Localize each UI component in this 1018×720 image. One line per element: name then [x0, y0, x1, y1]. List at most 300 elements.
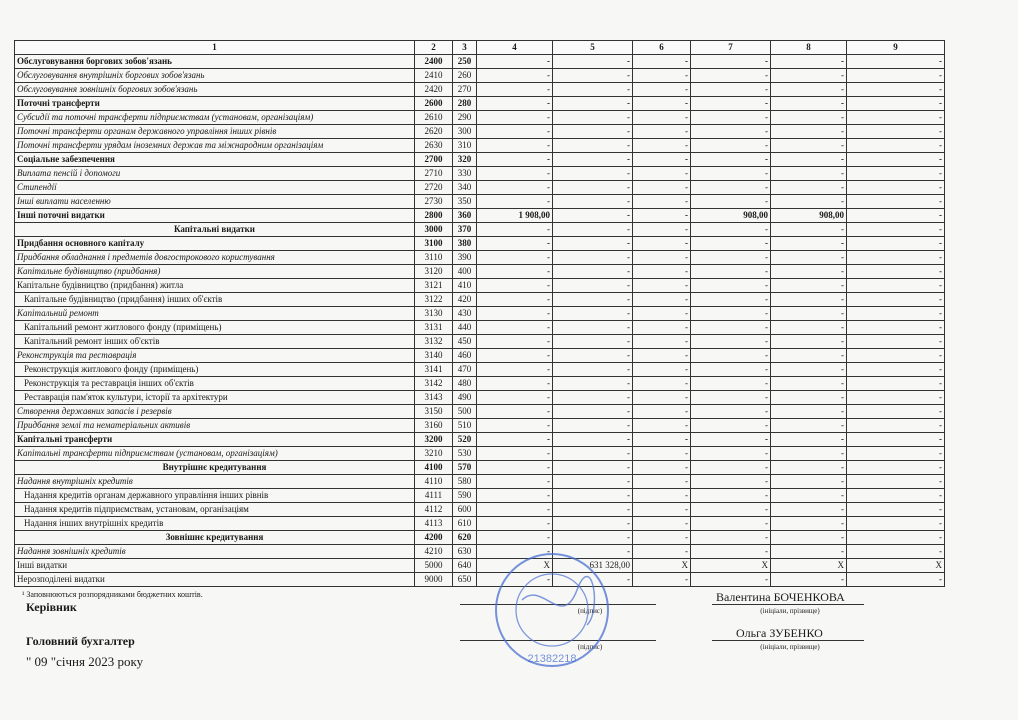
table-body	[15, 55, 945, 587]
cell-col-5: -	[553, 419, 633, 433]
cell-col-7: 908,00	[691, 209, 771, 223]
cell-col-7: -	[691, 97, 771, 111]
report-sheet	[14, 40, 944, 587]
cell-col-6: X	[633, 559, 691, 573]
table-row	[15, 321, 945, 335]
accountant-name: Ольга ЗУБЕНКО	[736, 626, 823, 640]
cell-col-7: -	[691, 489, 771, 503]
cell-col-6: -	[633, 195, 691, 209]
row-code: 650	[453, 573, 477, 587]
table-row	[15, 335, 945, 349]
cell-col-8: -	[771, 503, 847, 517]
cell-col-7: -	[691, 545, 771, 559]
cell-col-7: -	[691, 475, 771, 489]
row-code: 390	[453, 251, 477, 265]
cell-col-5: -	[553, 363, 633, 377]
accountant-name-caption: (ініціали, прізвище)	[760, 643, 820, 651]
cell-col-5: -	[553, 55, 633, 69]
cell-col-6: -	[633, 349, 691, 363]
cell-col-6: -	[633, 391, 691, 405]
table-row	[15, 279, 945, 293]
cell-col-4: -	[477, 153, 553, 167]
cell-col-9: -	[847, 391, 945, 405]
kekv-code: 3160	[415, 419, 453, 433]
cell-col-6: -	[633, 447, 691, 461]
cell-col-8: -	[771, 545, 847, 559]
column-header-5: 5	[553, 41, 633, 55]
cell-col-8: -	[771, 391, 847, 405]
cell-col-5: -	[553, 293, 633, 307]
cell-col-5: -	[553, 377, 633, 391]
row-name: Капітальні трансферти підприємствам (установам, організаціям)	[15, 447, 415, 461]
row-code: 360	[453, 209, 477, 223]
row-code: 610	[453, 517, 477, 531]
kekv-code: 3210	[415, 447, 453, 461]
kekv-code: 3200	[415, 433, 453, 447]
cell-col-5: -	[553, 489, 633, 503]
cell-col-8: -	[771, 265, 847, 279]
cell-col-6: -	[633, 419, 691, 433]
cell-col-6: -	[633, 97, 691, 111]
row-code: 280	[453, 97, 477, 111]
cell-col-9: -	[847, 335, 945, 349]
row-name: Реконструкція та реставрація	[15, 349, 415, 363]
cell-col-4: -	[477, 181, 553, 195]
kekv-code: 3122	[415, 293, 453, 307]
kekv-code: 3143	[415, 391, 453, 405]
cell-col-6: -	[633, 265, 691, 279]
cell-col-8: -	[771, 475, 847, 489]
table-row	[15, 251, 945, 265]
kekv-code: 2720	[415, 181, 453, 195]
row-name: Стипендії	[15, 181, 415, 195]
cell-col-5: -	[553, 167, 633, 181]
row-code: 620	[453, 531, 477, 545]
row-code: 570	[453, 461, 477, 475]
cell-col-4: -	[477, 125, 553, 139]
cell-col-5: -	[553, 97, 633, 111]
cell-col-9: -	[847, 293, 945, 307]
cell-col-8: -	[771, 237, 847, 251]
cell-col-8: -	[771, 97, 847, 111]
cell-col-9: -	[847, 265, 945, 279]
cell-col-9: -	[847, 349, 945, 363]
row-name: Капітальні трансферти	[15, 433, 415, 447]
cell-col-4: -	[477, 139, 553, 153]
cell-col-6: -	[633, 153, 691, 167]
row-name: Капітальний ремонт інших об'єктів	[15, 335, 415, 349]
row-code: 430	[453, 307, 477, 321]
cell-col-4: -	[477, 111, 553, 125]
row-name: Поточні трансферти урядам іноземних держав та міжнародним організаціям	[15, 139, 415, 153]
cell-col-4: -	[477, 223, 553, 237]
kekv-code: 2630	[415, 139, 453, 153]
cell-col-8: -	[771, 573, 847, 587]
kekv-code: 4200	[415, 531, 453, 545]
kekv-code: 3000	[415, 223, 453, 237]
svg-text:21382218: 21382218	[527, 653, 577, 665]
row-code: 520	[453, 433, 477, 447]
row-code: 640	[453, 559, 477, 573]
cell-col-4: 1 908,00	[477, 209, 553, 223]
cell-col-8: -	[771, 125, 847, 139]
head-label: Керівник	[26, 600, 77, 614]
row-name: Обслуговування внутрішніх боргових зобов'язань	[15, 69, 415, 83]
cell-col-9: -	[847, 195, 945, 209]
kekv-code: 3120	[415, 265, 453, 279]
cell-col-8: -	[771, 447, 847, 461]
kekv-code: 4113	[415, 517, 453, 531]
cell-col-4: -	[477, 377, 553, 391]
cell-col-8: -	[771, 83, 847, 97]
row-code: 510	[453, 419, 477, 433]
cell-col-4: -	[477, 461, 553, 475]
column-header-8: 8	[771, 41, 847, 55]
cell-col-7: -	[691, 139, 771, 153]
cell-col-8: -	[771, 167, 847, 181]
cell-col-5: -	[553, 139, 633, 153]
cell-col-4: -	[477, 531, 553, 545]
row-name: Інші видатки	[15, 559, 415, 573]
cell-col-7: -	[691, 349, 771, 363]
row-name: Капітальні видатки	[15, 223, 415, 237]
row-code: 420	[453, 293, 477, 307]
kekv-code: 4112	[415, 503, 453, 517]
cell-col-6: -	[633, 209, 691, 223]
cell-col-5: -	[553, 531, 633, 545]
cell-col-4: -	[477, 167, 553, 181]
cell-col-9: X	[847, 559, 945, 573]
row-name: Внутрішнє кредитування	[15, 461, 415, 475]
cell-col-9: -	[847, 139, 945, 153]
table-row	[15, 447, 945, 461]
table-row	[15, 293, 945, 307]
row-code: 590	[453, 489, 477, 503]
cell-col-9: -	[847, 223, 945, 237]
column-header-4: 4	[477, 41, 553, 55]
cell-col-4: -	[477, 251, 553, 265]
cell-col-9: -	[847, 251, 945, 265]
cell-col-7: -	[691, 83, 771, 97]
row-name: Надання внутрішніх кредитів	[15, 475, 415, 489]
cell-col-7: -	[691, 195, 771, 209]
cell-col-5: -	[553, 335, 633, 349]
row-name: Реставрація пам'яток культури, історії та архітектури	[15, 391, 415, 405]
column-header-7: 7	[691, 41, 771, 55]
table-row	[15, 125, 945, 139]
cell-col-6: -	[633, 279, 691, 293]
cell-col-9: -	[847, 461, 945, 475]
cell-col-4: -	[477, 517, 553, 531]
kekv-code: 3121	[415, 279, 453, 293]
cell-col-4: -	[477, 363, 553, 377]
cell-col-7: -	[691, 153, 771, 167]
column-header-2: 2	[415, 41, 453, 55]
cell-col-6: -	[633, 461, 691, 475]
cell-col-9: -	[847, 377, 945, 391]
row-name: Поточні трансферти органам державного управління інших рівнів	[15, 125, 415, 139]
column-header-6: 6	[633, 41, 691, 55]
cell-col-8: -	[771, 377, 847, 391]
cell-col-8: -	[771, 321, 847, 335]
cell-col-9: -	[847, 307, 945, 321]
cell-col-8: -	[771, 517, 847, 531]
cell-col-7: -	[691, 293, 771, 307]
cell-col-4: -	[477, 321, 553, 335]
cell-col-6: -	[633, 181, 691, 195]
row-code: 530	[453, 447, 477, 461]
table-row	[15, 503, 945, 517]
table-row	[15, 139, 945, 153]
table-row	[15, 545, 945, 559]
cell-col-6: -	[633, 69, 691, 83]
kekv-code: 3150	[415, 405, 453, 419]
cell-col-8: -	[771, 363, 847, 377]
cell-col-4: -	[477, 307, 553, 321]
row-code: 600	[453, 503, 477, 517]
kekv-code: 3132	[415, 335, 453, 349]
row-name: Придбання основного капіталу	[15, 237, 415, 251]
row-name: Інші поточні видатки	[15, 209, 415, 223]
cell-col-6: -	[633, 433, 691, 447]
table-row	[15, 461, 945, 475]
row-code: 320	[453, 153, 477, 167]
row-name: Створення державних запасів і резервів	[15, 405, 415, 419]
cell-col-9: -	[847, 573, 945, 587]
row-code: 290	[453, 111, 477, 125]
cell-col-7: -	[691, 321, 771, 335]
kekv-code: 2710	[415, 167, 453, 181]
cell-col-7: -	[691, 573, 771, 587]
cell-col-7: -	[691, 433, 771, 447]
table-row	[15, 475, 945, 489]
cell-col-5: -	[553, 125, 633, 139]
row-code: 350	[453, 195, 477, 209]
cell-col-4: -	[477, 573, 553, 587]
kekv-code: 3100	[415, 237, 453, 251]
kekv-code: 3110	[415, 251, 453, 265]
cell-col-5: -	[553, 209, 633, 223]
cell-col-7: -	[691, 531, 771, 545]
table-row	[15, 377, 945, 391]
table-row	[15, 181, 945, 195]
cell-col-9: -	[847, 167, 945, 181]
cell-col-9: -	[847, 111, 945, 125]
cell-col-7: -	[691, 69, 771, 83]
cell-col-8: -	[771, 69, 847, 83]
cell-col-7: -	[691, 251, 771, 265]
cell-col-5: -	[553, 433, 633, 447]
kekv-code: 2620	[415, 125, 453, 139]
cell-col-5: -	[553, 265, 633, 279]
row-name: Поточні трансферти	[15, 97, 415, 111]
kekv-code: 4210	[415, 545, 453, 559]
cell-col-6: -	[633, 237, 691, 251]
cell-col-5: -	[553, 223, 633, 237]
cell-col-6: -	[633, 517, 691, 531]
table-row	[15, 363, 945, 377]
cell-col-7: -	[691, 377, 771, 391]
cell-col-6: -	[633, 251, 691, 265]
cell-col-9: -	[847, 321, 945, 335]
kekv-code: 9000	[415, 573, 453, 587]
cell-col-7: -	[691, 517, 771, 531]
cell-col-7: -	[691, 167, 771, 181]
row-code: 480	[453, 377, 477, 391]
cell-col-8: -	[771, 55, 847, 69]
row-name: Інші виплати населенню	[15, 195, 415, 209]
cell-col-5: -	[553, 517, 633, 531]
cell-col-5: -	[553, 307, 633, 321]
table-row	[15, 223, 945, 237]
cell-col-8: -	[771, 349, 847, 363]
cell-col-8: -	[771, 335, 847, 349]
table-header-row	[15, 41, 945, 55]
row-name: Капітальний ремонт житлового фонду (приміщень)	[15, 321, 415, 335]
cell-col-7: -	[691, 391, 771, 405]
row-code: 310	[453, 139, 477, 153]
cell-col-5: -	[553, 181, 633, 195]
cell-col-6: -	[633, 223, 691, 237]
cell-col-5: -	[553, 447, 633, 461]
cell-col-8: -	[771, 111, 847, 125]
table-row	[15, 265, 945, 279]
cell-col-8: -	[771, 153, 847, 167]
column-header-1: 1	[15, 41, 415, 55]
row-code: 490	[453, 391, 477, 405]
cell-col-6: -	[633, 307, 691, 321]
accountant-name-line	[712, 640, 864, 641]
row-code: 460	[453, 349, 477, 363]
cell-col-9: -	[847, 433, 945, 447]
table-row	[15, 433, 945, 447]
accountant-label: Головний бухгалтер	[26, 634, 135, 648]
cell-col-6: -	[633, 363, 691, 377]
table-row	[15, 237, 945, 251]
kekv-code: 4110	[415, 475, 453, 489]
head-name: Валентина БОЧЕНКОВА	[716, 590, 845, 604]
kekv-code: 5000	[415, 559, 453, 573]
cell-col-9: -	[847, 419, 945, 433]
row-code: 410	[453, 279, 477, 293]
cell-col-4: -	[477, 503, 553, 517]
table-row	[15, 83, 945, 97]
kekv-code: 2420	[415, 83, 453, 97]
row-code: 330	[453, 167, 477, 181]
cell-col-7: -	[691, 237, 771, 251]
cell-col-8: -	[771, 279, 847, 293]
cell-col-6: -	[633, 83, 691, 97]
row-name: Надання кредитів органам державного управління інших рівнів	[15, 489, 415, 503]
cell-col-6: -	[633, 503, 691, 517]
row-code: 630	[453, 545, 477, 559]
accountant-signature-caption: (підпис)	[577, 643, 603, 651]
table-row	[15, 153, 945, 167]
cell-col-4: -	[477, 545, 553, 559]
expenditure-table	[14, 40, 945, 587]
cell-col-5: -	[553, 405, 633, 419]
table-row	[15, 349, 945, 363]
row-code: 450	[453, 335, 477, 349]
cell-col-5: -	[553, 237, 633, 251]
cell-col-8: -	[771, 251, 847, 265]
cell-col-4: -	[477, 97, 553, 111]
cell-col-9: -	[847, 279, 945, 293]
cell-col-4: -	[477, 195, 553, 209]
kekv-code: 3131	[415, 321, 453, 335]
row-name: Придбання обладнання і предметів довгострокового користування	[15, 251, 415, 265]
row-name: Обслуговування зовнішніх боргових зобов'язань	[15, 83, 415, 97]
cell-col-9: -	[847, 237, 945, 251]
table-row	[15, 55, 945, 69]
table-row	[15, 489, 945, 503]
kekv-code: 4111	[415, 489, 453, 503]
cell-col-9: -	[847, 55, 945, 69]
cell-col-5: -	[553, 195, 633, 209]
cell-col-4: -	[477, 237, 553, 251]
row-code: 370	[453, 223, 477, 237]
column-header-3: 3	[453, 41, 477, 55]
cell-col-4: -	[477, 475, 553, 489]
cell-col-5: -	[553, 251, 633, 265]
kekv-code: 2400	[415, 55, 453, 69]
cell-col-7: -	[691, 419, 771, 433]
cell-col-6: -	[633, 545, 691, 559]
cell-col-7: -	[691, 335, 771, 349]
cell-col-5: 631 328,00	[553, 559, 633, 573]
column-header-9: 9	[847, 41, 945, 55]
cell-col-6: -	[633, 405, 691, 419]
cell-col-7: -	[691, 111, 771, 125]
kekv-code: 2410	[415, 69, 453, 83]
cell-col-4: -	[477, 279, 553, 293]
cell-col-7: -	[691, 307, 771, 321]
cell-col-7: X	[691, 559, 771, 573]
cell-col-5: -	[553, 349, 633, 363]
cell-col-8: -	[771, 405, 847, 419]
kekv-code: 3140	[415, 349, 453, 363]
cell-col-4: -	[477, 349, 553, 363]
row-code: 380	[453, 237, 477, 251]
cell-col-8: -	[771, 489, 847, 503]
report-date: " 09 "січня 2023 року	[26, 654, 144, 669]
cell-col-7: -	[691, 181, 771, 195]
row-name: Субсидії та поточні трансферти підприємствам (установам, організаціям)	[15, 111, 415, 125]
cell-col-7: -	[691, 265, 771, 279]
cell-col-8: -	[771, 139, 847, 153]
table-row	[15, 307, 945, 321]
cell-col-5: -	[553, 573, 633, 587]
cell-col-9: -	[847, 531, 945, 545]
kekv-code: 3142	[415, 377, 453, 391]
cell-col-7: -	[691, 223, 771, 237]
cell-col-5: -	[553, 111, 633, 125]
cell-col-6: -	[633, 55, 691, 69]
row-code: 300	[453, 125, 477, 139]
kekv-code: 4100	[415, 461, 453, 475]
cell-col-7: -	[691, 405, 771, 419]
cell-col-8: -	[771, 181, 847, 195]
cell-col-8: -	[771, 293, 847, 307]
cell-col-6: -	[633, 111, 691, 125]
cell-col-6: -	[633, 335, 691, 349]
head-signature-caption: (підпис)	[577, 607, 603, 615]
cell-col-6: -	[633, 293, 691, 307]
cell-col-8: -	[771, 531, 847, 545]
cell-col-4: -	[477, 433, 553, 447]
cell-col-8: -	[771, 419, 847, 433]
cell-col-6: -	[633, 125, 691, 139]
